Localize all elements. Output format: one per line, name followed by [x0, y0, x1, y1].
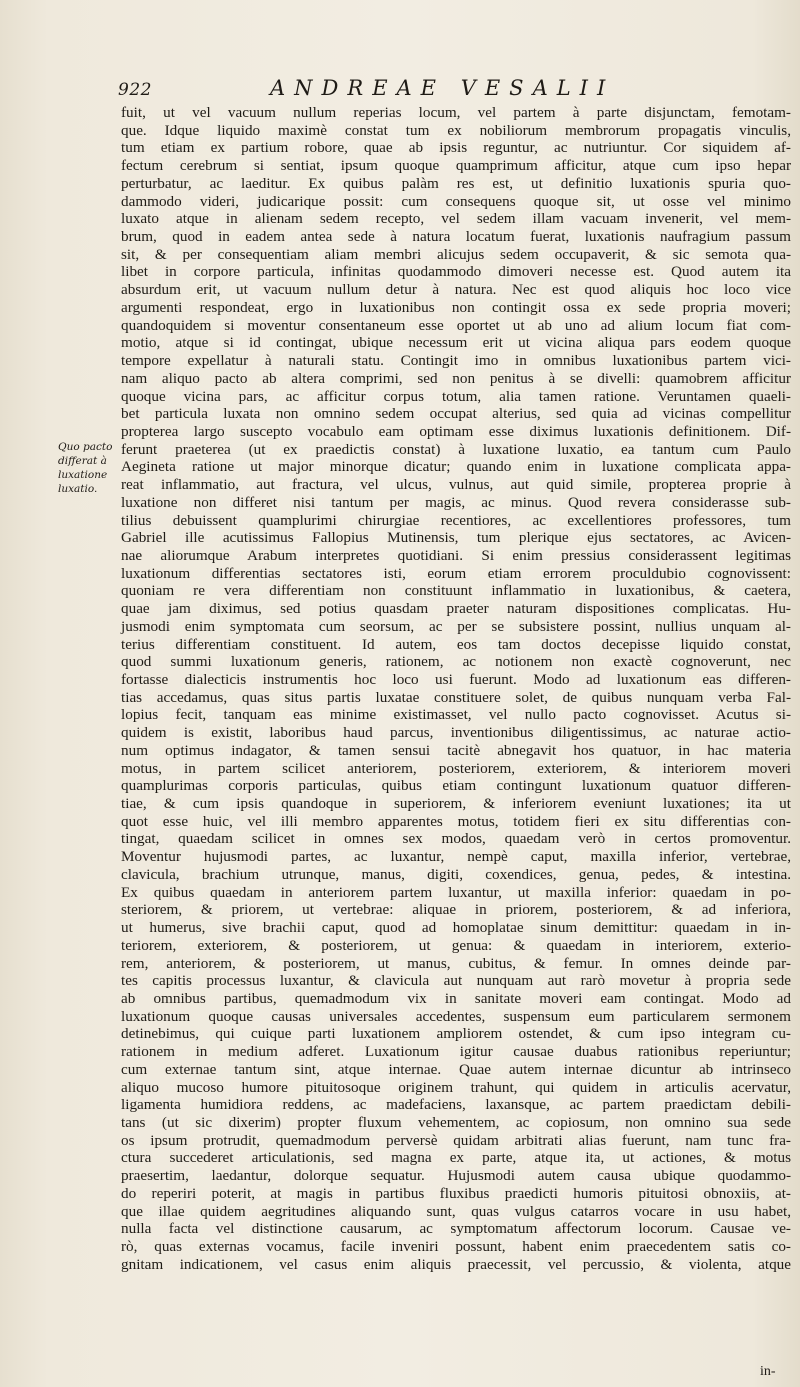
page-number: 922: [118, 80, 152, 100]
text-line: tingat, quaedam scilicet in omnes sex modos, quaedam verò in certos promoventur.: [121, 830, 791, 848]
text-line: ctura succederet articulationis, sed magna ex parte, atque ita, ut actiones, & motus: [121, 1149, 791, 1167]
text-line: quot esse huic, vel illi membro apparentes motus, totidem fieri ex situ differentias con-: [121, 812, 791, 830]
text-line: nae aliorumque Arabum interpretes quotidiani. Si enim pressius considerassent legitimas: [121, 546, 791, 564]
text-line: Aegineta ratione ut major minorque dicatur; quando enim in luxatione complicata appa-: [121, 458, 791, 476]
text-line: rò, quas externas vocamus, facile inveniri possunt, habent enim praecedentem satis co-: [121, 1238, 791, 1255]
text-line: tempore expellatur à naturali statu. Contingit imo in omnibus luxationibus partem vici-: [121, 352, 791, 370]
text-line: aliquo mucoso humore pituitosoque originem trahunt, qui quidem in articulis acervatur,: [121, 1078, 791, 1096]
margin-note: [58, 440, 120, 496]
text-line: que illae quidem aegritudines aliquando sunt, quas vulgus catarros vocare in usu habet,: [121, 1202, 791, 1220]
text-line: nam aliquo pacto ab altera comprimi, sed non penitus à se divelli: quamobrem afficitur: [121, 369, 791, 387]
text-line: tans (ut sic dixerim) propter fluxum vehementem, ac copiosum, non omnino sua sede: [121, 1113, 791, 1131]
text-line: quae jam diximus, sed potius quasdam praeter naturam dispositiones complicatas. Hu-: [121, 600, 791, 618]
text-line: luxatione non differet nisi tantum per magis, ac minus. Quod revera considerasse sub-: [121, 493, 791, 511]
text-line: nulla facta vel distinctione causarum, ac symptomatum affectorum locorum. Causae ve-: [121, 1220, 791, 1238]
text-line: tiae, & cum ipsis quandoque in superiorem, & inferiorem eveniunt luxationes; ita ut: [121, 795, 791, 813]
text-line: quidem is existit, laboribus haud parcus, inventionibus diligentissimus, ac naturae actio-: [121, 724, 791, 742]
catchword: in-: [760, 1364, 776, 1379]
text-line: dammodo videri, judicarique possit: cum consequens quoque sit, ut osse vel minimo: [121, 192, 791, 210]
text-line: luxationum quoque causas universales accedentes, suspensum eum particularem sermonem: [121, 1007, 791, 1025]
margin-note-line: luxatio.: [58, 483, 98, 495]
margin-note-line: differat à: [58, 455, 107, 467]
text-line: perturbatur, ac laeditur. Ex quibus palàm res est, ut definitio luxationis spuria quo-: [121, 174, 791, 192]
text-line: clavicula, brachium utrunque, manus, digiti, coxendices, genua, pedes, & intestina.: [121, 865, 791, 883]
text-line: cum externae tantum sint, atque internae. Quae autem internae dicuntur ab intrinseco: [121, 1060, 791, 1078]
text-line: quamplurimas corporis particulas, quibus etiam contingunt luxationum quatuor differen-: [121, 777, 791, 795]
text-line: os ipsum protrudit, quemadmodum perversè quidam arbitrati alias fuerunt, nam tunc fra-: [121, 1131, 791, 1149]
text-line: detinebimus, qui cuique parti luxationem ampliorem ostendet, & cum ipso integram cu-: [121, 1025, 791, 1043]
text-line: ferunt praeterea (ut ex praedictis constat) à luxatione luxatio, ea tantum cum Paulo: [121, 440, 791, 458]
text-line: fectum cerebrum si sentiat, ipsum quoque quamprimum afficitur, atque cum ipso hepar: [121, 157, 791, 175]
text-line: tum etiam ex partium robore, quae ab ipsis reguntur, ac nutriuntur. Cor siquidem af-: [121, 139, 791, 157]
margin-note-line: luxatione: [58, 469, 108, 481]
text-line: motus, in partem scilicet anteriorem, posteriorem, exteriorem, & interiorem moveri: [121, 759, 791, 777]
text-line: quoque vicina pars, ac afficitur corpus totum, alia tamen ratione. Veruntamen quaeli-: [121, 387, 791, 405]
text-line: luxato atque in alienam sedem recepto, vel sedem illam vacuam invenerit, vel mem-: [121, 210, 791, 228]
text-line: fuit, ut vel vacuum nullum reperias locum, vel partem à parte disjunctam, femotam-: [121, 104, 791, 121]
text-line: tilius debuissent quamplurimi chirurgiae recentiores, ac excellentiores professores, tum: [121, 511, 791, 529]
text-line: rationem in medium adferet. Luxationum igitur causae duabus rationibus reperiuntur;: [121, 1043, 791, 1061]
text-line: steriorem, & priorem, ut vertebrae: aliquae in priorem, posteriorem, & ad inferiora,: [121, 901, 791, 919]
text-line: ab omnibus partibus, quemadmodum vix in sanitate moveri eam contingat. Modo ad: [121, 989, 791, 1007]
text-line: tias accedamus, quas situs partis luxatae constituere solet, de quibus nunquam verba Fal-: [121, 688, 791, 706]
text-line: Moventur hujusmodi partes, ac luxantur, nempè caput, maxilla inferior, vertebrae,: [121, 848, 791, 866]
text-line: motio, atque si id contingat, ubique necessum erit ut vicina aliqua pars eodem quoque: [121, 334, 791, 352]
text-line: teriorem, exteriorem, & posteriorem, ut genua: & quaedam in interiorem, exterio-: [121, 936, 791, 954]
text-line: quod summi luxationum generis, rationem, ac notionem non exactè cognoverunt, nec: [121, 653, 791, 671]
text-line: absurdum erit, ut vacuum nullum detur à natura. Nec est quod aliquis hoc loco vice: [121, 281, 791, 299]
margin-note-line: Quo pacto: [58, 441, 113, 453]
text-line: propterea largo suscepto vocabulo eam optimam esse diximus luxationis definitionem. Dif-: [121, 422, 791, 440]
text-line: do reperiri poterit, at magis in partibus fluxibus praedicti humoris pituitosi obnoxiis, at-: [121, 1184, 791, 1202]
text-line: jusmodi enim symptomata cum seorsum, ac per se subsistere possint, nullius unquam al-: [121, 617, 791, 635]
text-line: tes capitis processus luxantur, & clavicula aut nunquam aut rarò movetur à propria sede: [121, 972, 791, 990]
text-line: terius differentiam constituent. Id autem, eos tam doctos decepisse liquido constat,: [121, 635, 791, 653]
text-line: luxationum differentias sectatores isti, eorum etiam errorem proculdubio cognovissent:: [121, 564, 791, 582]
text-line: num optimus indagator, & tamen sensui tacitè abnegavit hos quatuor, in hac materia: [121, 741, 791, 759]
body-text: [121, 104, 791, 1273]
text-line: quoniam re vera differentiam non constituunt inflammatio in luxationibus, & caetera,: [121, 582, 791, 600]
text-line: sit, & per consequentiam aliam membri alicujus sedem occupaverit, & sic semota qua-: [121, 245, 791, 263]
text-line: que. Idque liquido maximè constat tum ex nobiliorum membrorum propagatis vinculis,: [121, 121, 791, 139]
text-line: argumenti respondeat, ergo in luxationibus non contingit ossa ex sede propria moveri;: [121, 298, 791, 316]
text-line: gnitam indicationem, vel casus enim aliquis praecessit, vel percussio, & violenta, atque: [121, 1255, 791, 1273]
text-line: ut humerus, sive brachii caput, quod ad homoplatae sinum demittitur: quaedam in in-: [121, 919, 791, 937]
text-line: praesertim, laedantur, dolorque sequatur. Hujusmodi autem causa ubique quodammo-: [121, 1167, 791, 1185]
text-line: rem, anteriorem, & posteriorem, ut manus, cubitus, & femur. In omnes deinde par-: [121, 954, 791, 972]
text-line: Ex quibus quaedam in anteriorem partem luxantur, ut maxilla inferior: quaedam in po-: [121, 883, 791, 901]
text-line: lopius fecit, tanquam eas minime existimasset, vel nullo pacto cognovisset. Acutus si-: [121, 706, 791, 724]
text-line: quandoquidem si moventur consentaneum esse oportet ut ab uno ad alium locum fiat com-: [121, 316, 791, 334]
text-line: Gabriel ille acutissimus Fallopius Mutinensis, tum plerique ejus sectatores, ac Avicen-: [121, 529, 791, 547]
text-line: brum, quod in eadem antea sede à natura locatum fuerat, luxationis naufragium passum: [121, 228, 791, 246]
text-line: reat inflammatio, aut fractura, vel ulcus, vulnus, aut quid simile, propterea proprie à: [121, 476, 791, 494]
running-head: ANDREAE VESALII: [270, 76, 615, 100]
text-line: bet particula luxata non omnino sedem occupat alterius, sed quia ad vicinas compellitur: [121, 405, 791, 423]
text-line: fortasse dialecticis instrumentis hoc loco usi fuerunt. Modo ad luxationum eas differen-: [121, 671, 791, 688]
text-line: ligamenta humidiora reddens, ac madefaciens, laxansque, ac partem praedictam debili-: [121, 1096, 791, 1114]
text-line: libet in corpore particula, infinitas quodammodo dimoveri necesse est. Quod autem ita: [121, 263, 791, 281]
